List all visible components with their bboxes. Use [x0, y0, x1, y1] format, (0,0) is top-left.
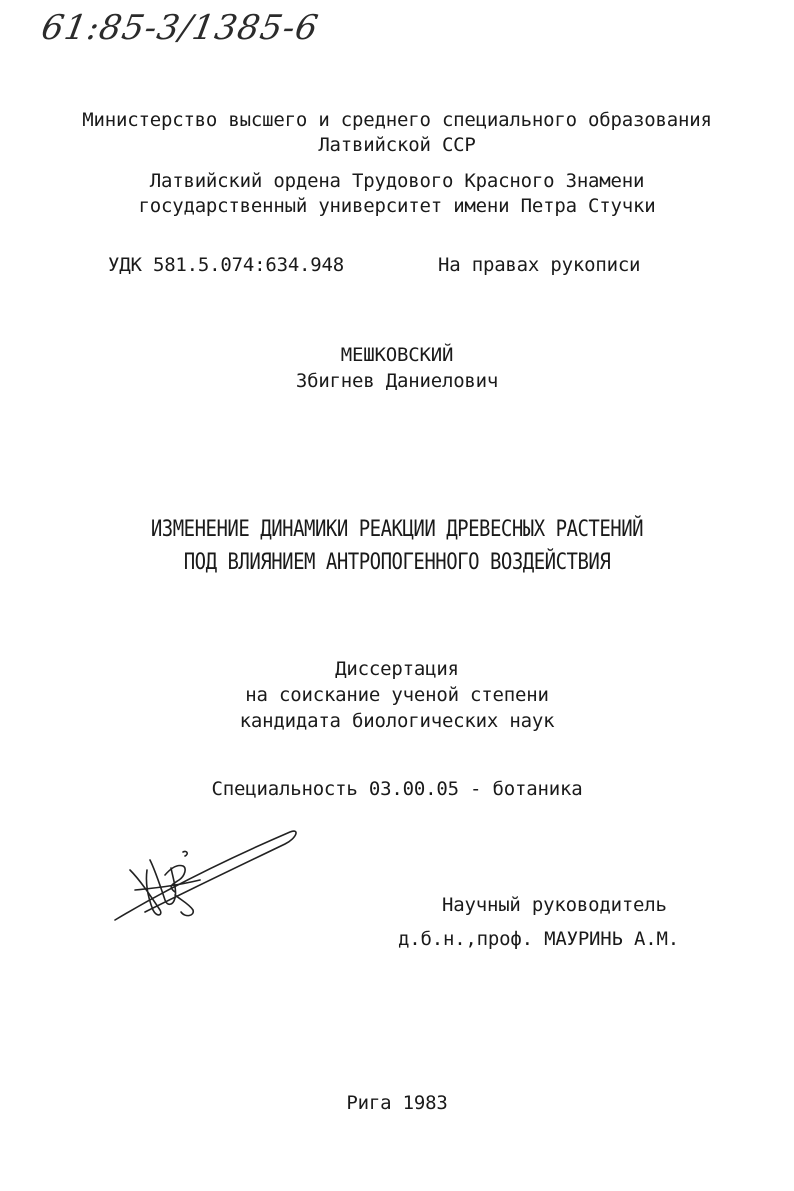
udc-code: УДК 581.5.074:634.948 [108, 254, 345, 276]
author-name: Збигнев Даниелович [295, 370, 499, 392]
title-line-1: ИЗМЕНЕНИЕ ДИНАМИКИ РЕАКЦИИ ДРЕВЕСНЫХ РАСТЕНИЙ [150, 516, 644, 542]
university-line-1: Латвийский ордена Трудового Красного Знамени [149, 170, 645, 192]
handwritten-signature [105, 820, 305, 930]
author-surname: МЕШКОВСКИЙ [340, 344, 454, 366]
dissertation-line-1: Диссертация [335, 658, 459, 680]
supervisor-label: Научный руководитель [442, 894, 667, 916]
dissertation-line-3: кандидата биологических наук [239, 710, 555, 732]
dissertation-line-2: на соискание ученой степени [245, 684, 549, 706]
place-year: Рига 1983 [346, 1092, 448, 1114]
archive-code-handwritten: 61:85-3/1385-6 [38, 8, 322, 48]
specialty: Специальность 03.00.05 - ботаника [211, 778, 583, 800]
title-line-2: ПОД ВЛИЯНИЕМ АНТРОПОГЕННОГО ВОЗДЕЙСТВИЯ [183, 549, 611, 575]
ministry-line-2: Латвийской ССР [318, 134, 476, 156]
manuscript-rights: На правах рукописи [438, 254, 641, 276]
supervisor-name: д.б.н.,проф. МАУРИНЬ А.М. [398, 928, 679, 950]
university-line-2: государственный университет имени Петра Стучки [138, 195, 656, 217]
ministry-line-1: Министерство высшего и среднего специального образования [82, 109, 712, 131]
